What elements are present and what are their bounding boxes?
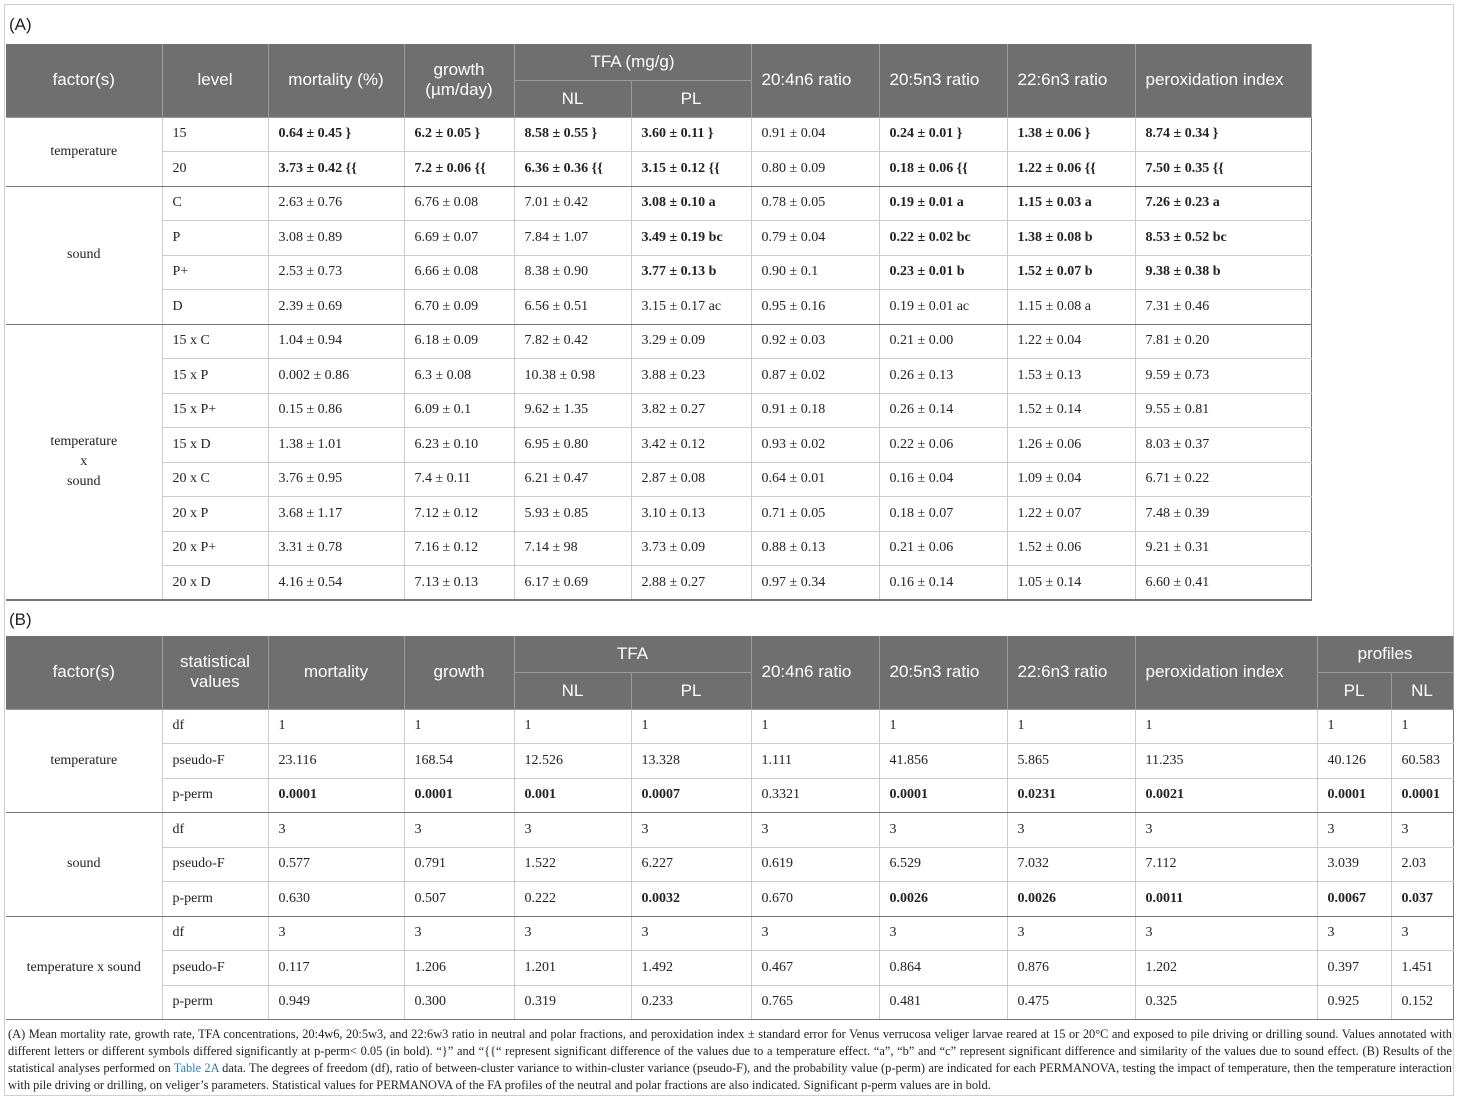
table-row — [6, 813, 1453, 848]
value-cell: 7.13 ± 0.13 — [404, 566, 514, 601]
header-ratio-226: 22:6n3 ratio — [1007, 44, 1135, 117]
factor-cell: sound — [6, 186, 162, 324]
value-cell: 1 — [268, 709, 404, 744]
value-cell: 0.152 — [1391, 985, 1453, 1020]
value-cell: 1 — [751, 709, 879, 744]
value-cell: 0.78 ± 0.05 — [751, 186, 879, 221]
value-cell: 0.22 ± 0.06 — [879, 428, 1007, 463]
value-cell: 3 — [1007, 813, 1135, 848]
value-cell: 0.26 ± 0.14 — [879, 393, 1007, 428]
value-cell: 1.26 ± 0.06 — [1007, 428, 1135, 463]
value-cell: 1.52 ± 0.07 b — [1007, 255, 1135, 290]
value-cell: 0.19 ± 0.01 a — [879, 186, 1007, 221]
value-cell: 2.87 ± 0.08 — [631, 462, 751, 497]
value-cell: 40.126 — [1317, 744, 1391, 779]
value-cell: 7.032 — [1007, 847, 1135, 882]
header-nl: NL — [514, 80, 631, 117]
factor-cell: temperature — [6, 709, 162, 813]
value-cell: 0.300 — [404, 985, 514, 1020]
value-cell: 6.95 ± 0.80 — [514, 428, 631, 463]
value-cell: 1.201 — [514, 951, 631, 986]
value-cell: 0.0011 — [1135, 882, 1317, 917]
value-cell: 1.22 ± 0.04 — [1007, 324, 1135, 359]
value-cell: 7.31 ± 0.46 — [1135, 290, 1311, 325]
value-cell: 3.73 ± 0.42 {{ — [268, 152, 404, 187]
value-cell: 0.95 ± 0.16 — [751, 290, 879, 325]
section-a-label: (A) — [9, 15, 32, 34]
value-cell: 3 — [404, 813, 514, 848]
table-row — [6, 462, 1311, 497]
value-cell: 0.117 — [268, 951, 404, 986]
value-cell: 0.0001 — [404, 778, 514, 813]
table-row — [6, 744, 1453, 779]
value-cell: 3.82 ± 0.27 — [631, 393, 751, 428]
table-row — [6, 428, 1311, 463]
value-cell: 0.90 ± 0.1 — [751, 255, 879, 290]
level-cell: 20 x D — [162, 566, 268, 601]
value-cell: 1 — [1007, 709, 1135, 744]
header-peroxidation: peroxidation index — [1135, 44, 1311, 117]
header-level: level — [162, 44, 268, 117]
value-cell: 3.73 ± 0.09 — [631, 531, 751, 566]
value-cell: 6.09 ± 0.1 — [404, 393, 514, 428]
table-a — [6, 44, 1312, 601]
table-row — [6, 709, 1453, 744]
header-peroxidation: peroxidation index — [1135, 636, 1317, 709]
table-caption — [8, 1026, 1452, 1094]
value-cell: 0.864 — [879, 951, 1007, 986]
value-cell: 1.53 ± 0.13 — [1007, 359, 1135, 394]
level-cell: 15 x C — [162, 324, 268, 359]
value-cell: 2.88 ± 0.27 — [631, 566, 751, 601]
value-cell: 7.14 ± 98 — [514, 531, 631, 566]
value-cell: 41.856 — [879, 744, 1007, 779]
value-cell: 1.38 ± 0.08 b — [1007, 221, 1135, 256]
value-cell: 0.949 — [268, 985, 404, 1020]
value-cell: 0.0001 — [1317, 778, 1391, 813]
value-cell: 0.22 ± 0.02 bc — [879, 221, 1007, 256]
header-pl: PL — [631, 672, 751, 709]
value-cell: 0.3321 — [751, 778, 879, 813]
level-cell: 20 x P — [162, 497, 268, 532]
value-cell: 1.206 — [404, 951, 514, 986]
caption-text-2: data. The degrees of freedom (df), ratio of between-cluster variance to within-cluster variance (pseudo-F), and the probability value (p-perm) are indicated for each PERMANOVA, testing the impact of temperature, then the temperature interaction with pile driving or drilling, on veliger’s parameters. Statistical values for PERMANOVA of the FA profiles of the neutral and polar fractions are also indicated. Significant p-perm values are in bold. — [8, 1061, 1452, 1092]
value-cell: 0.630 — [268, 882, 404, 917]
header-ratio-204: 20:4n6 ratio — [751, 44, 879, 117]
value-cell: 3.08 ± 0.10 a — [631, 186, 751, 221]
value-cell: 6.66 ± 0.08 — [404, 255, 514, 290]
level-cell: 15 x P — [162, 359, 268, 394]
value-cell: 6.71 ± 0.22 — [1135, 462, 1311, 497]
value-cell: 7.82 ± 0.42 — [514, 324, 631, 359]
value-cell: 1.15 ± 0.08 a — [1007, 290, 1135, 325]
value-cell: 9.59 ± 0.73 — [1135, 359, 1311, 394]
value-cell: 3 — [268, 813, 404, 848]
value-cell: 4.16 ± 0.54 — [268, 566, 404, 601]
value-cell: 3.039 — [1317, 847, 1391, 882]
value-cell: 13.328 — [631, 744, 751, 779]
value-cell: 0.002 ± 0.86 — [268, 359, 404, 394]
value-cell: 0.18 ± 0.06 {{ — [879, 152, 1007, 187]
value-cell: 3.31 ± 0.78 — [268, 531, 404, 566]
header-ratio-205: 20:5n3 ratio — [879, 636, 1007, 709]
value-cell: 0.91 ± 0.04 — [751, 117, 879, 152]
value-cell: 1.492 — [631, 951, 751, 986]
value-cell: 12.526 — [514, 744, 631, 779]
value-cell: 3.76 ± 0.95 — [268, 462, 404, 497]
value-cell: 0.037 — [1391, 882, 1453, 917]
table-row — [6, 882, 1453, 917]
value-cell: 3.77 ± 0.13 b — [631, 255, 751, 290]
value-cell: 1.22 ± 0.06 {{ — [1007, 152, 1135, 187]
value-cell: 0.876 — [1007, 951, 1135, 986]
value-cell: 11.235 — [1135, 744, 1317, 779]
table-row — [6, 359, 1311, 394]
value-cell: 0.0001 — [879, 778, 1007, 813]
value-cell: 6.36 ± 0.36 {{ — [514, 152, 631, 187]
table-row — [6, 778, 1453, 813]
header-ratio-226: 22:6n3 ratio — [1007, 636, 1135, 709]
value-cell: 1.451 — [1391, 951, 1453, 986]
value-cell: 1.15 ± 0.03 a — [1007, 186, 1135, 221]
value-cell: 1 — [1135, 709, 1317, 744]
value-cell: 3.60 ± 0.11 } — [631, 117, 751, 152]
value-cell: 3 — [404, 916, 514, 951]
value-cell: 7.12 ± 0.12 — [404, 497, 514, 532]
value-cell: 0.397 — [1317, 951, 1391, 986]
value-cell: 0.18 ± 0.07 — [879, 497, 1007, 532]
value-cell: 0.0026 — [879, 882, 1007, 917]
value-cell: 0.507 — [404, 882, 514, 917]
value-cell: 0.16 ± 0.04 — [879, 462, 1007, 497]
value-cell: 2.63 ± 0.76 — [268, 186, 404, 221]
value-cell: 6.3 ± 0.08 — [404, 359, 514, 394]
value-cell: 0.619 — [751, 847, 879, 882]
value-cell: 6.18 ± 0.09 — [404, 324, 514, 359]
value-cell: 0.0067 — [1317, 882, 1391, 917]
value-cell: 8.58 ± 0.55 } — [514, 117, 631, 152]
header-profiles-nl: NL — [1391, 672, 1453, 709]
value-cell: 3.15 ± 0.17 ac — [631, 290, 751, 325]
value-cell: 2.39 ± 0.69 — [268, 290, 404, 325]
value-cell: 6.529 — [879, 847, 1007, 882]
value-cell: 23.116 — [268, 744, 404, 779]
value-cell: 1.52 ± 0.06 — [1007, 531, 1135, 566]
level-cell: df — [162, 709, 268, 744]
value-cell: 0.481 — [879, 985, 1007, 1020]
value-cell: 7.01 ± 0.42 — [514, 186, 631, 221]
value-cell: 6.69 ± 0.07 — [404, 221, 514, 256]
level-cell: df — [162, 916, 268, 951]
value-cell: 0.670 — [751, 882, 879, 917]
level-cell: D — [162, 290, 268, 325]
level-cell: 20 — [162, 152, 268, 187]
table-row — [6, 290, 1311, 325]
factor-line: x — [80, 453, 88, 469]
table-row — [6, 117, 1311, 152]
value-cell: 7.84 ± 1.07 — [514, 221, 631, 256]
value-cell: 1 — [1391, 709, 1453, 744]
value-cell: 6.227 — [631, 847, 751, 882]
value-cell: 0.88 ± 0.13 — [751, 531, 879, 566]
table-row — [6, 497, 1311, 532]
level-cell: 20 x C — [162, 462, 268, 497]
value-cell: 3 — [1391, 916, 1453, 951]
value-cell: 3.08 ± 0.89 — [268, 221, 404, 256]
header-pl: PL — [631, 80, 751, 117]
table-row — [6, 152, 1311, 187]
table-row — [6, 916, 1453, 951]
table-row — [6, 255, 1311, 290]
value-cell: 7.112 — [1135, 847, 1317, 882]
table-row — [6, 566, 1311, 601]
value-cell: 0.467 — [751, 951, 879, 986]
value-cell: 3 — [1135, 813, 1317, 848]
value-cell: 5.865 — [1007, 744, 1135, 779]
value-cell: 3.15 ± 0.12 {{ — [631, 152, 751, 187]
header-nl: NL — [514, 672, 631, 709]
table-b — [6, 636, 1454, 1020]
value-cell: 8.53 ± 0.52 bc — [1135, 221, 1311, 256]
value-cell: 8.03 ± 0.37 — [1135, 428, 1311, 463]
value-cell: 2.53 ± 0.73 — [268, 255, 404, 290]
value-cell: 1.522 — [514, 847, 631, 882]
value-cell: 0.0007 — [631, 778, 751, 813]
value-cell: 3 — [751, 916, 879, 951]
value-cell: 0.26 ± 0.13 — [879, 359, 1007, 394]
value-cell: 0.64 ± 0.45 } — [268, 117, 404, 152]
value-cell: 6.21 ± 0.47 — [514, 462, 631, 497]
value-cell: 3 — [514, 813, 631, 848]
value-cell: 7.16 ± 0.12 — [404, 531, 514, 566]
value-cell: 0.325 — [1135, 985, 1317, 1020]
value-cell: 7.4 ± 0.11 — [404, 462, 514, 497]
value-cell: 9.62 ± 1.35 — [514, 393, 631, 428]
table-row — [6, 951, 1453, 986]
value-cell: 3.68 ± 1.17 — [268, 497, 404, 532]
header-profiles-pl: PL — [1317, 672, 1391, 709]
value-cell: 0.0021 — [1135, 778, 1317, 813]
value-cell: 0.21 ± 0.00 — [879, 324, 1007, 359]
table-2a-link[interactable]: Table 2A — [173, 1061, 219, 1075]
value-cell: 7.50 ± 0.35 {{ — [1135, 152, 1311, 187]
value-cell: 0.92 ± 0.03 — [751, 324, 879, 359]
value-cell: 0.23 ± 0.01 b — [879, 255, 1007, 290]
value-cell: 0.21 ± 0.06 — [879, 531, 1007, 566]
value-cell: 0.87 ± 0.02 — [751, 359, 879, 394]
level-cell: p-perm — [162, 882, 268, 917]
value-cell: 0.93 ± 0.02 — [751, 428, 879, 463]
level-cell: p-perm — [162, 778, 268, 813]
value-cell: 1.09 ± 0.04 — [1007, 462, 1135, 497]
table-row — [6, 324, 1311, 359]
value-cell: 3 — [514, 916, 631, 951]
value-cell: 0.0231 — [1007, 778, 1135, 813]
factor-cell: temperature x sound — [6, 916, 162, 1020]
value-cell: 1 — [404, 709, 514, 744]
value-cell: 5.93 ± 0.85 — [514, 497, 631, 532]
value-cell: 1 — [1317, 709, 1391, 744]
header-profiles: profiles — [1317, 636, 1453, 672]
header-statistical-values: statistical values — [162, 636, 268, 709]
value-cell: 3 — [1317, 916, 1391, 951]
value-cell: 1 — [514, 709, 631, 744]
level-cell: 15 x P+ — [162, 393, 268, 428]
table-row — [6, 847, 1453, 882]
value-cell: 3.49 ± 0.19 bc — [631, 221, 751, 256]
header-tfa: TFA (mg/g) — [514, 44, 751, 80]
value-cell: 8.74 ± 0.34 } — [1135, 117, 1311, 152]
value-cell: 1.38 ± 1.01 — [268, 428, 404, 463]
value-cell: 3 — [1007, 916, 1135, 951]
value-cell: 3.88 ± 0.23 — [631, 359, 751, 394]
header-tfa: TFA — [514, 636, 751, 672]
value-cell: 7.48 ± 0.39 — [1135, 497, 1311, 532]
value-cell: 3 — [879, 916, 1007, 951]
level-cell: C — [162, 186, 268, 221]
header-ratio-204: 20:4n6 ratio — [751, 636, 879, 709]
value-cell: 0.15 ± 0.86 — [268, 393, 404, 428]
level-cell: pseudo-F — [162, 951, 268, 986]
value-cell: 9.21 ± 0.31 — [1135, 531, 1311, 566]
value-cell: 1.202 — [1135, 951, 1317, 986]
table-row — [6, 985, 1453, 1020]
value-cell: 10.38 ± 0.98 — [514, 359, 631, 394]
value-cell: 0.0001 — [268, 778, 404, 813]
factor-line: temperature — [50, 433, 118, 449]
value-cell: 7.2 ± 0.06 {{ — [404, 152, 514, 187]
value-cell: 6.23 ± 0.10 — [404, 428, 514, 463]
value-cell: 1.111 — [751, 744, 879, 779]
value-cell: 6.2 ± 0.05 } — [404, 117, 514, 152]
table-row — [6, 221, 1311, 256]
value-cell: 1.04 ± 0.94 — [268, 324, 404, 359]
value-cell: 6.56 ± 0.51 — [514, 290, 631, 325]
value-cell: 8.38 ± 0.90 — [514, 255, 631, 290]
value-cell: 0.233 — [631, 985, 751, 1020]
value-cell: 6.17 ± 0.69 — [514, 566, 631, 601]
value-cell: 168.54 — [404, 744, 514, 779]
header-growth: growth — [404, 636, 514, 709]
value-cell: 1.22 ± 0.07 — [1007, 497, 1135, 532]
value-cell: 0.64 ± 0.01 — [751, 462, 879, 497]
value-cell: 3 — [879, 813, 1007, 848]
value-cell: 0.71 ± 0.05 — [751, 497, 879, 532]
value-cell: 6.70 ± 0.09 — [404, 290, 514, 325]
header-mortality: mortality — [268, 636, 404, 709]
level-cell: pseudo-F — [162, 847, 268, 882]
value-cell: 1 — [879, 709, 1007, 744]
value-cell: 0.19 ± 0.01 ac — [879, 290, 1007, 325]
level-cell: P — [162, 221, 268, 256]
level-cell: 15 x D — [162, 428, 268, 463]
value-cell: 3 — [631, 916, 751, 951]
caption-text-1: (A) Mean mortality rate, growth rate, TFA concentrations, 20:4w6, 20:5w3, and 22:6w3 ratio in neutral and polar fractions, and peroxidation index ± standard error for Venus verrucosa veliger larvae reared at 15 or 20°C and exposed to pile driving or drilling sound. Values annotated with different letters or different symbols differed significantly at p-perm< 0.05 (in bold). “}” and “{{“ represent significant difference of the values due to a temperature effect. “a”, “b” and “c” represent significant difference and similarity of the values due to sound effect. (B) Results of the statistical analyses performed on — [8, 1027, 1452, 1075]
table-row — [6, 186, 1311, 221]
value-cell: 3 — [751, 813, 879, 848]
value-cell: 3.29 ± 0.09 — [631, 324, 751, 359]
value-cell: 7.81 ± 0.20 — [1135, 324, 1311, 359]
header-ratio-205: 20:5n3 ratio — [879, 44, 1007, 117]
value-cell: 0.16 ± 0.14 — [879, 566, 1007, 601]
factor-cell — [6, 324, 162, 600]
value-cell: 9.38 ± 0.38 b — [1135, 255, 1311, 290]
value-cell: 6.60 ± 0.41 — [1135, 566, 1311, 601]
header-factor: factor(s) — [6, 636, 162, 709]
value-cell: 60.583 — [1391, 744, 1453, 779]
level-cell: p-perm — [162, 985, 268, 1020]
factor-line: sound — [67, 473, 101, 489]
value-cell: 3 — [1317, 813, 1391, 848]
value-cell: 1.52 ± 0.14 — [1007, 393, 1135, 428]
table-row — [6, 531, 1311, 566]
value-cell: 3.42 ± 0.12 — [631, 428, 751, 463]
table-row — [6, 393, 1311, 428]
value-cell: 1 — [631, 709, 751, 744]
value-cell: 3 — [1135, 916, 1317, 951]
header-growth: growth (µm/day) — [404, 44, 514, 117]
value-cell: 0.001 — [514, 778, 631, 813]
value-cell: 0.79 ± 0.04 — [751, 221, 879, 256]
level-cell: 15 — [162, 117, 268, 152]
value-cell: 0.0026 — [1007, 882, 1135, 917]
value-cell: 0.765 — [751, 985, 879, 1020]
value-cell: 0.319 — [514, 985, 631, 1020]
value-cell: 3 — [268, 916, 404, 951]
factor-cell: temperature — [6, 117, 162, 186]
value-cell: 0.91 ± 0.18 — [751, 393, 879, 428]
value-cell: 3 — [1391, 813, 1453, 848]
value-cell: 0.791 — [404, 847, 514, 882]
level-cell: df — [162, 813, 268, 848]
value-cell: 6.76 ± 0.08 — [404, 186, 514, 221]
value-cell: 0.925 — [1317, 985, 1391, 1020]
value-cell: 1.05 ± 0.14 — [1007, 566, 1135, 601]
value-cell: 0.0001 — [1391, 778, 1453, 813]
factor-cell: sound — [6, 813, 162, 917]
value-cell: 3.10 ± 0.13 — [631, 497, 751, 532]
level-cell: pseudo-F — [162, 744, 268, 779]
value-cell: 0.577 — [268, 847, 404, 882]
value-cell: 9.55 ± 0.81 — [1135, 393, 1311, 428]
header-factor: factor(s) — [6, 44, 162, 117]
value-cell: 0.222 — [514, 882, 631, 917]
value-cell: 1.38 ± 0.06 } — [1007, 117, 1135, 152]
value-cell: 0.24 ± 0.01 } — [879, 117, 1007, 152]
value-cell: 0.0032 — [631, 882, 751, 917]
value-cell: 3 — [631, 813, 751, 848]
value-cell: 7.26 ± 0.23 a — [1135, 186, 1311, 221]
value-cell: 0.475 — [1007, 985, 1135, 1020]
level-cell: 20 x P+ — [162, 531, 268, 566]
value-cell: 0.97 ± 0.34 — [751, 566, 879, 601]
value-cell: 2.03 — [1391, 847, 1453, 882]
header-mortality: mortality (%) — [268, 44, 404, 117]
value-cell: 0.80 ± 0.09 — [751, 152, 879, 187]
section-b-label: (B) — [9, 610, 32, 629]
level-cell: P+ — [162, 255, 268, 290]
